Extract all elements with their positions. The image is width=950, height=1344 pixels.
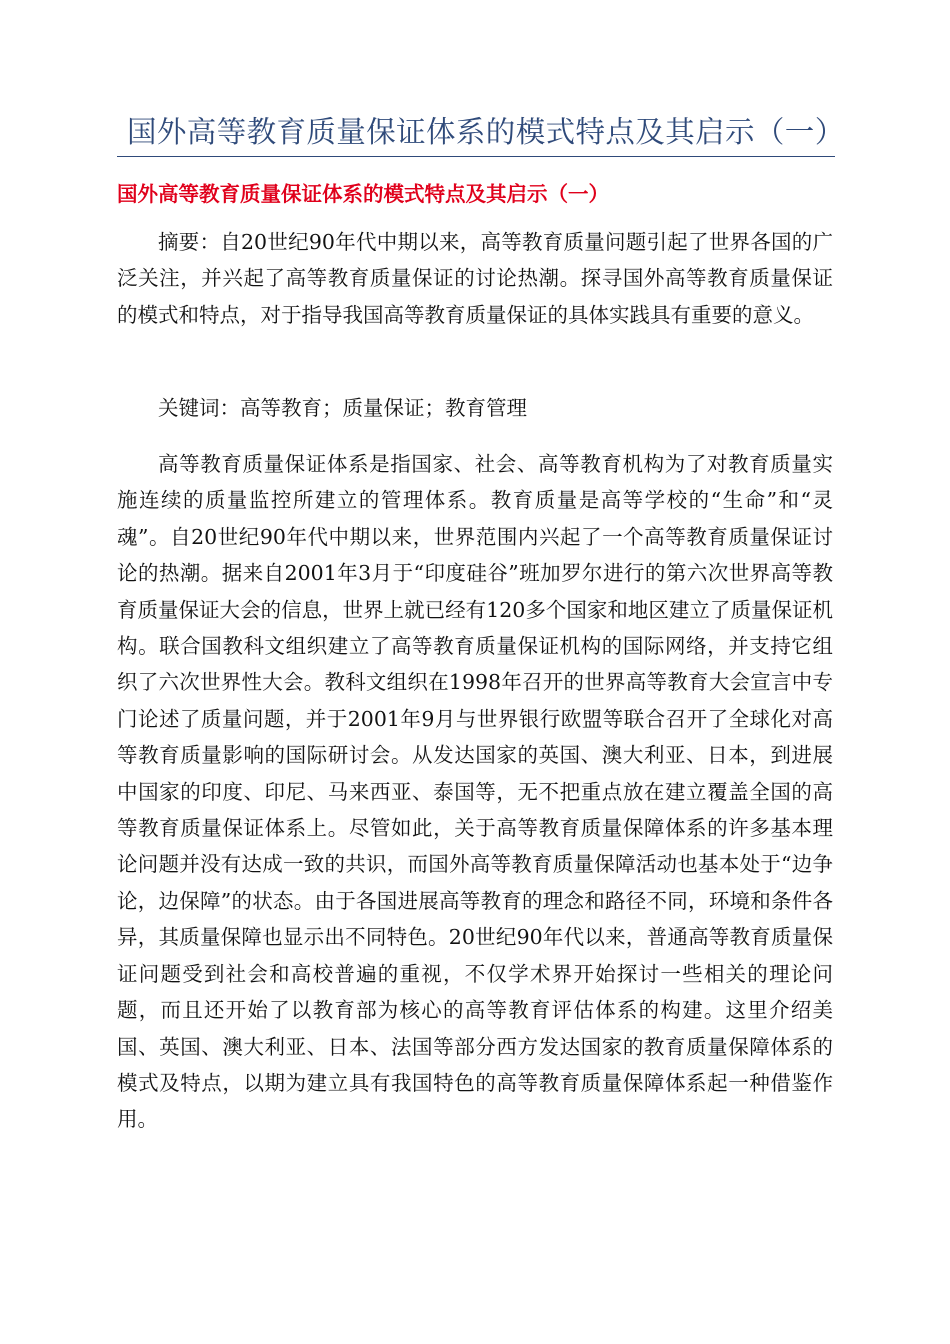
header-title: 国外高等教育质量保证体系的模式特点及其启示（一） [127,115,845,149]
article-title: 国外高等教育质量保证体系的模式特点及其启示（一） [117,182,609,206]
body-paragraph: 高等教育质量保证体系是指国家、社会、高等教育机构为了对教育质量实施连续的质量监控所建立的管理体系。教育质量是高等学校的“生命”和“灵魂”。自20世纪90年代中期以来，世界范围内兴起了一个高等教育质量保证讨论的热潮。据来自2001年3月于“印度硅谷”班加罗尔进行的第六次世界高等教育质量保证大会的信息，世界上就已经有120多个国家和地区建立了质量保证机构。联合国教科文组织建立了高等教育质量保证机构的国际网络，并支持它组织了六次世界性大会。教科文组织在1998年召开的世界高等教育大会宣言中专门论述了质量问题，并于2001年9月与世界银行欧盟等联合召开了全球化对高等教育质量影响的国际研讨会。从发达国家的英国、澳大利亚、日本，到进展中国家的印度、印尼、马来西亚、泰国等，无不把重点放在建立覆盖全国的高等教育质量保证体系上。尽管如此，关于高等教育质量保障体系的许多基本理论问题并没有达成一致的共识，而国外高等教育质量保障活动也基本处于“边争论，边保障”的状态。由于各国进展高等教育的理念和路径不同，环境和条件各异，其质量保障也显示出不同特色。20世纪90年代以来，普通高等教育质量保证问题受到社会和高校普遍的重视，不仅学术界开始探讨一些相关的理论问题，而且还开始了以教育部为核心的高等教育评估体系的构建。这里介绍美国、英国、澳大利亚、日本、法国等部分西方发达国家的教育质量保障体系的模式及特点，以期为建立具有我国特色的高等教育质量保障体系起一种借鉴作用。 [117,452,833,1132]
abstract-paragraph: 摘要：自20世纪90年代中期以来，高等教育质量问题引起了世界各国的广泛关注，并兴起了高等教育质量保证的讨论热潮。探寻国外高等教育质量保证的模式和特点，对于指导我国高等教育质量保证的具体实践具有重要的意义。 [117,230,833,327]
keywords-paragraph: 关键词：高等教育；质量保证；教育管理 [158,396,527,420]
document-header [117,110,845,157]
